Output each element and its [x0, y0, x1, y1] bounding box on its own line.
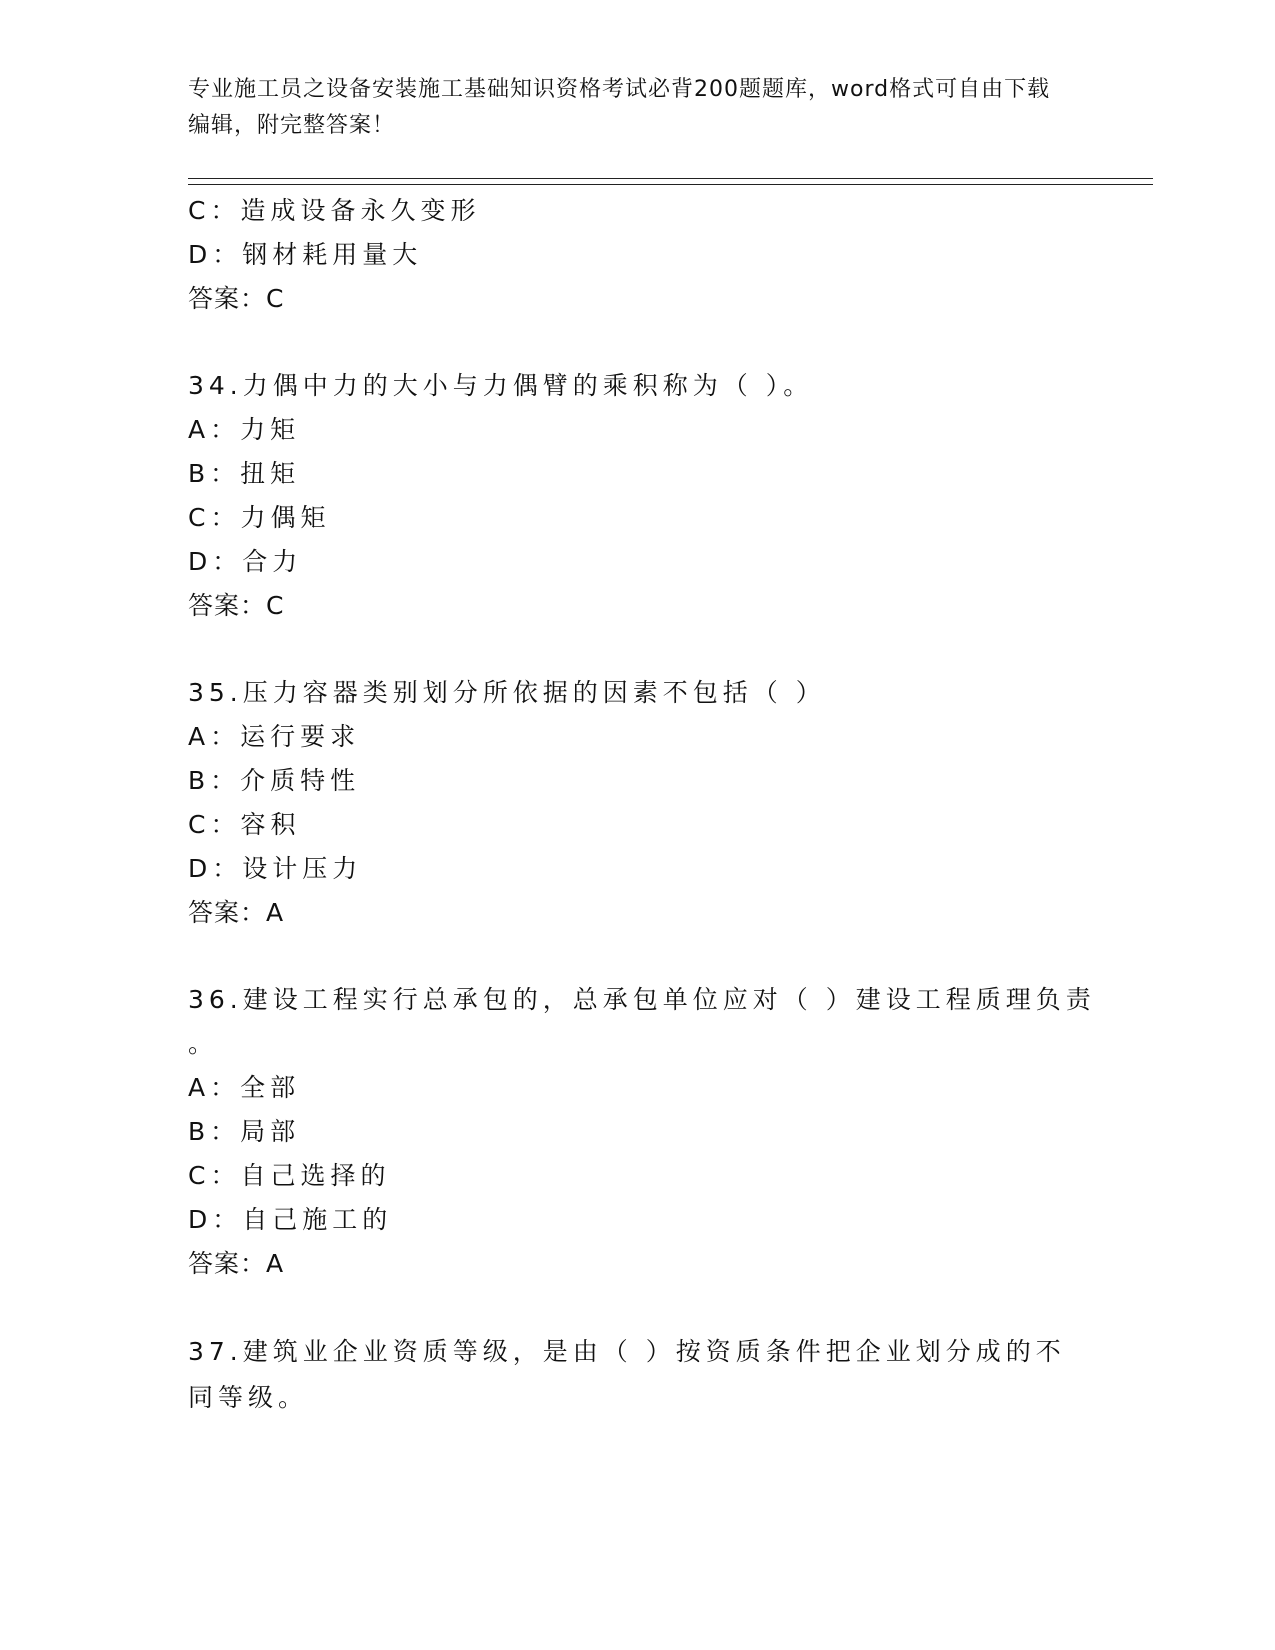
prev-answer: 答案：C: [188, 284, 285, 313]
question-34-option-d: D：合力: [188, 547, 303, 576]
question-35-option-a: A：运行要求: [188, 722, 361, 751]
question-34-option-a: A：力矩: [188, 415, 301, 444]
question-35-stem: 35.压力容器类别划分所依据的因素不包括（ ）: [188, 678, 826, 707]
question-36-stem: 36.建设工程实行总承包的，总承包单位应对（ ）建设工程质理负责: [188, 985, 1096, 1014]
header-divider-top: [188, 178, 1153, 179]
question-34-stem: 34.力偶中力的大小与力偶臂的乘积称为（ ）。: [188, 371, 814, 400]
question-36-answer: 答案：A: [188, 1249, 285, 1278]
question-36-option-a: A：全部: [188, 1073, 301, 1102]
prev-option-d: D：钢材耗用量大: [188, 240, 423, 269]
question-35-option-d: D：设计压力: [188, 854, 363, 883]
question-35-option-b: B：介质特性: [188, 766, 361, 795]
question-36-stem-tail: 。: [188, 1029, 219, 1058]
header-divider-bottom: [188, 184, 1153, 185]
question-35-answer: 答案：A: [188, 898, 285, 927]
question-34-option-c: C：力偶矩: [188, 503, 331, 532]
question-34-answer: 答案：C: [188, 591, 285, 620]
question-35-option-c: C：容积: [188, 810, 301, 839]
question-36-option-c: C：自己选择的: [188, 1161, 391, 1190]
prev-option-c: C：造成设备永久变形: [188, 196, 481, 225]
question-36-option-d: D：自己施工的: [188, 1205, 393, 1234]
question-37-stem: 37.建筑业企业资质等级，是由（ ）按资质条件把企业划分成的不同等级。: [188, 1337, 1066, 1412]
question-34-option-b: B：扭矩: [188, 459, 301, 488]
document-header: 专业施工员之设备安装施工基础知识资格考试必背200题题库，word格式可自由下载编辑，附完整答案！: [188, 77, 1051, 138]
question-36-option-b: B：局部: [188, 1117, 301, 1146]
